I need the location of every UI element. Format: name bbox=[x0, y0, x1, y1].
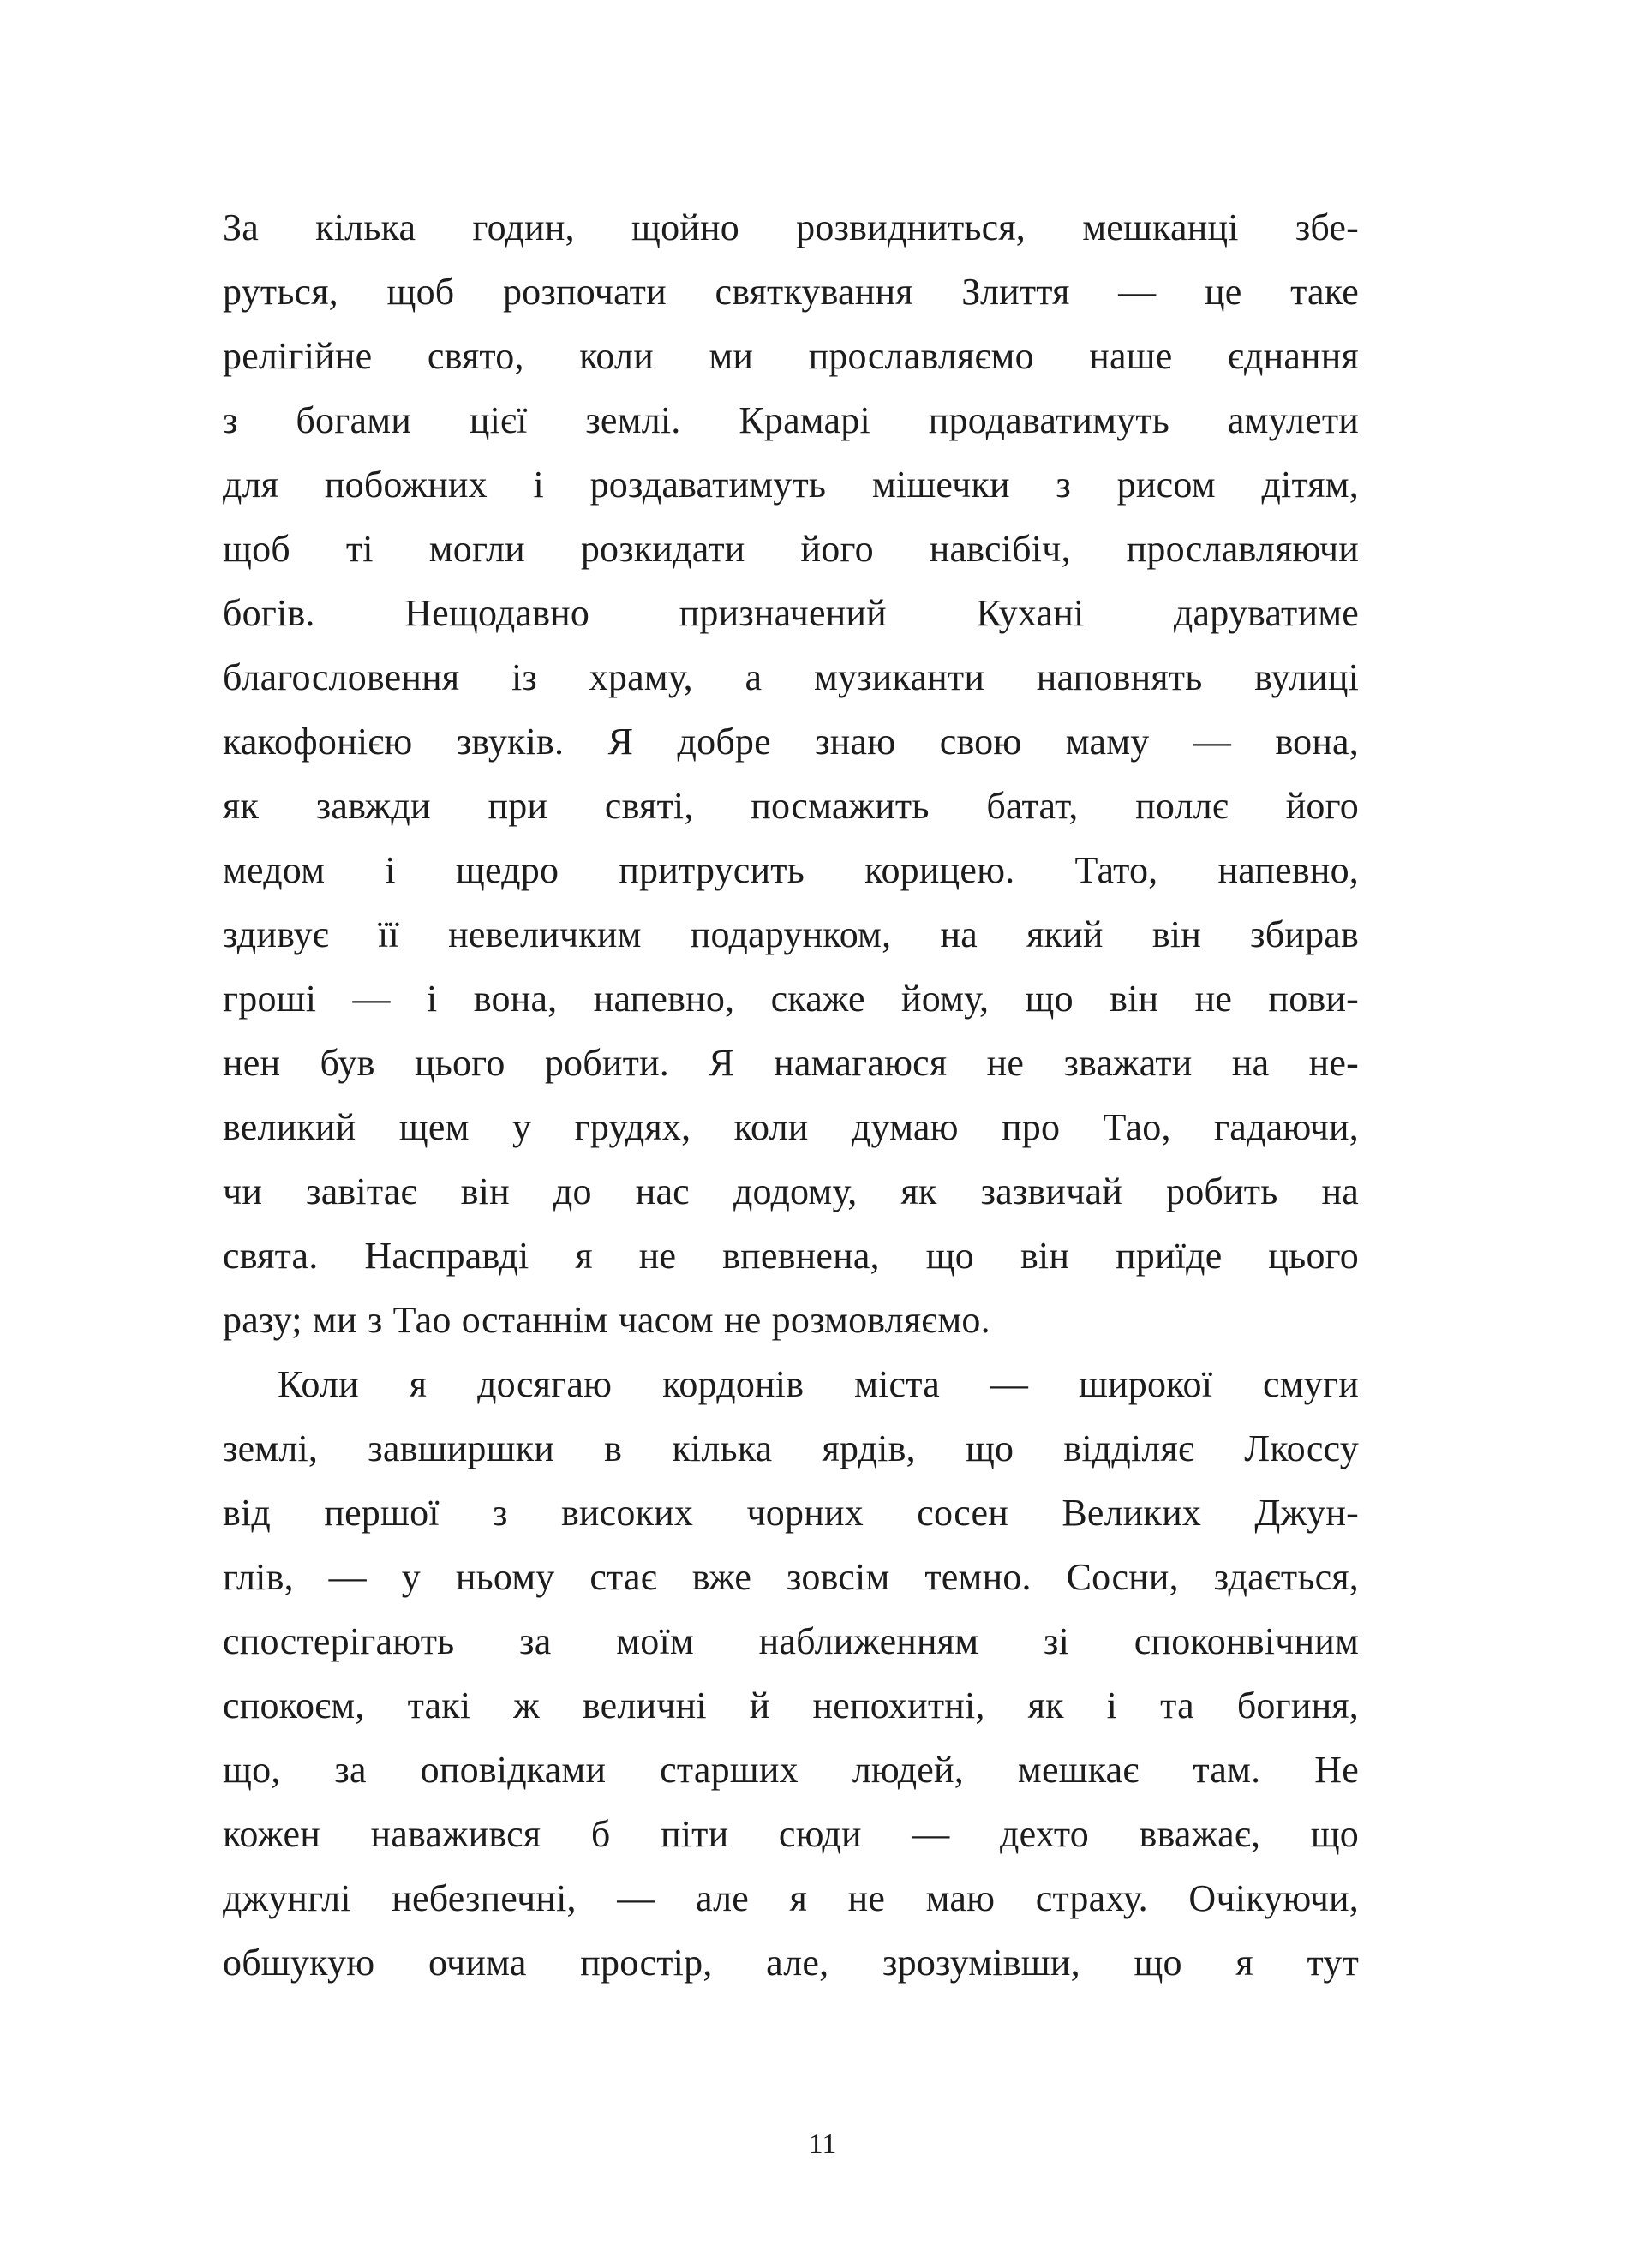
paragraph bbox=[223, 1352, 1359, 1995]
text-line: руться, щоб розпочати святкування Злиття — це таке bbox=[223, 271, 1359, 313]
text-line: кожен наважився б піти сюди — дехто вважає, що bbox=[223, 1813, 1359, 1855]
text-line: Коли я досягаю кордонів міста — широкої смуги bbox=[278, 1363, 1359, 1405]
text-line: какофонією звуків. Я добре знаю свою маму — вона, bbox=[223, 721, 1359, 763]
page-text bbox=[223, 195, 1359, 1995]
text-line: щоб ті могли розкидати його навсібіч, прославляючи bbox=[223, 528, 1359, 570]
text-line: нен був цього робити. Я намагаюся не зважати на не- bbox=[223, 1042, 1359, 1084]
text-line: релігійне свято, коли ми прославляємо наше єднання bbox=[223, 335, 1359, 377]
text-line: здивує її невеличким подарунком, на який він збирав bbox=[223, 913, 1359, 955]
text-line: що, за оповідками старших людей, мешкає там. Не bbox=[223, 1749, 1359, 1791]
text-line: За кілька годин, щойно розвидниться, мешканці збе- bbox=[223, 206, 1359, 248]
text-line: землі, завширшки в кілька ярдів, що відділяє Лкоссу bbox=[223, 1427, 1359, 1469]
text-line: богів. Нещодавно призначений Кухані даруватиме bbox=[223, 592, 1359, 634]
text-line: гроші — і вона, напевно, скаже йому, що він не пови- bbox=[223, 978, 1359, 1020]
text-line: спостерігають за моїм наближенням зі споконвічним bbox=[223, 1620, 1359, 1662]
text-line: з богами цієї землі. Крамарі продаватимуть амулети bbox=[223, 399, 1359, 441]
paragraph bbox=[223, 195, 1359, 1352]
text-line: спокоєм, такі ж величні й непохитні, як і та богиня, bbox=[223, 1685, 1359, 1726]
text-line: чи завітає він до нас додому, як зазвичай робить на bbox=[223, 1170, 1359, 1212]
text-line: як завжди при святі, посмажить батат, поллє його bbox=[223, 785, 1359, 827]
text-line: від першої з високих чорних сосен Великих Джун- bbox=[223, 1492, 1359, 1534]
text-line: медом і щедро притрусить корицею. Тато, напевно, bbox=[223, 849, 1359, 891]
text-line: для побожних і роздаватимуть мішечки з рисом дітям, bbox=[223, 464, 1359, 506]
text-line: свята. Насправді я не впевнена, що він приїде цього bbox=[223, 1235, 1359, 1277]
text-line: джунглі небезпечні, — але я не маю страху. Очікуючи, bbox=[223, 1877, 1359, 1919]
text-line: обшукую очима простір, але, зрозумівши, що я тут bbox=[223, 1942, 1359, 1984]
text-line: великий щем у грудях, коли думаю про Тао, гадаючи, bbox=[223, 1106, 1359, 1148]
text-line: глів, — у ньому стає вже зовсім темно. Сосни, здається, bbox=[223, 1556, 1359, 1598]
text-line: разу; ми з Тао останнім часом не розмовляємо. bbox=[223, 1299, 990, 1341]
page-number: 11 bbox=[808, 2128, 837, 2160]
text-line: благословення із храму, а музиканти наповнять вулиці bbox=[223, 656, 1359, 698]
